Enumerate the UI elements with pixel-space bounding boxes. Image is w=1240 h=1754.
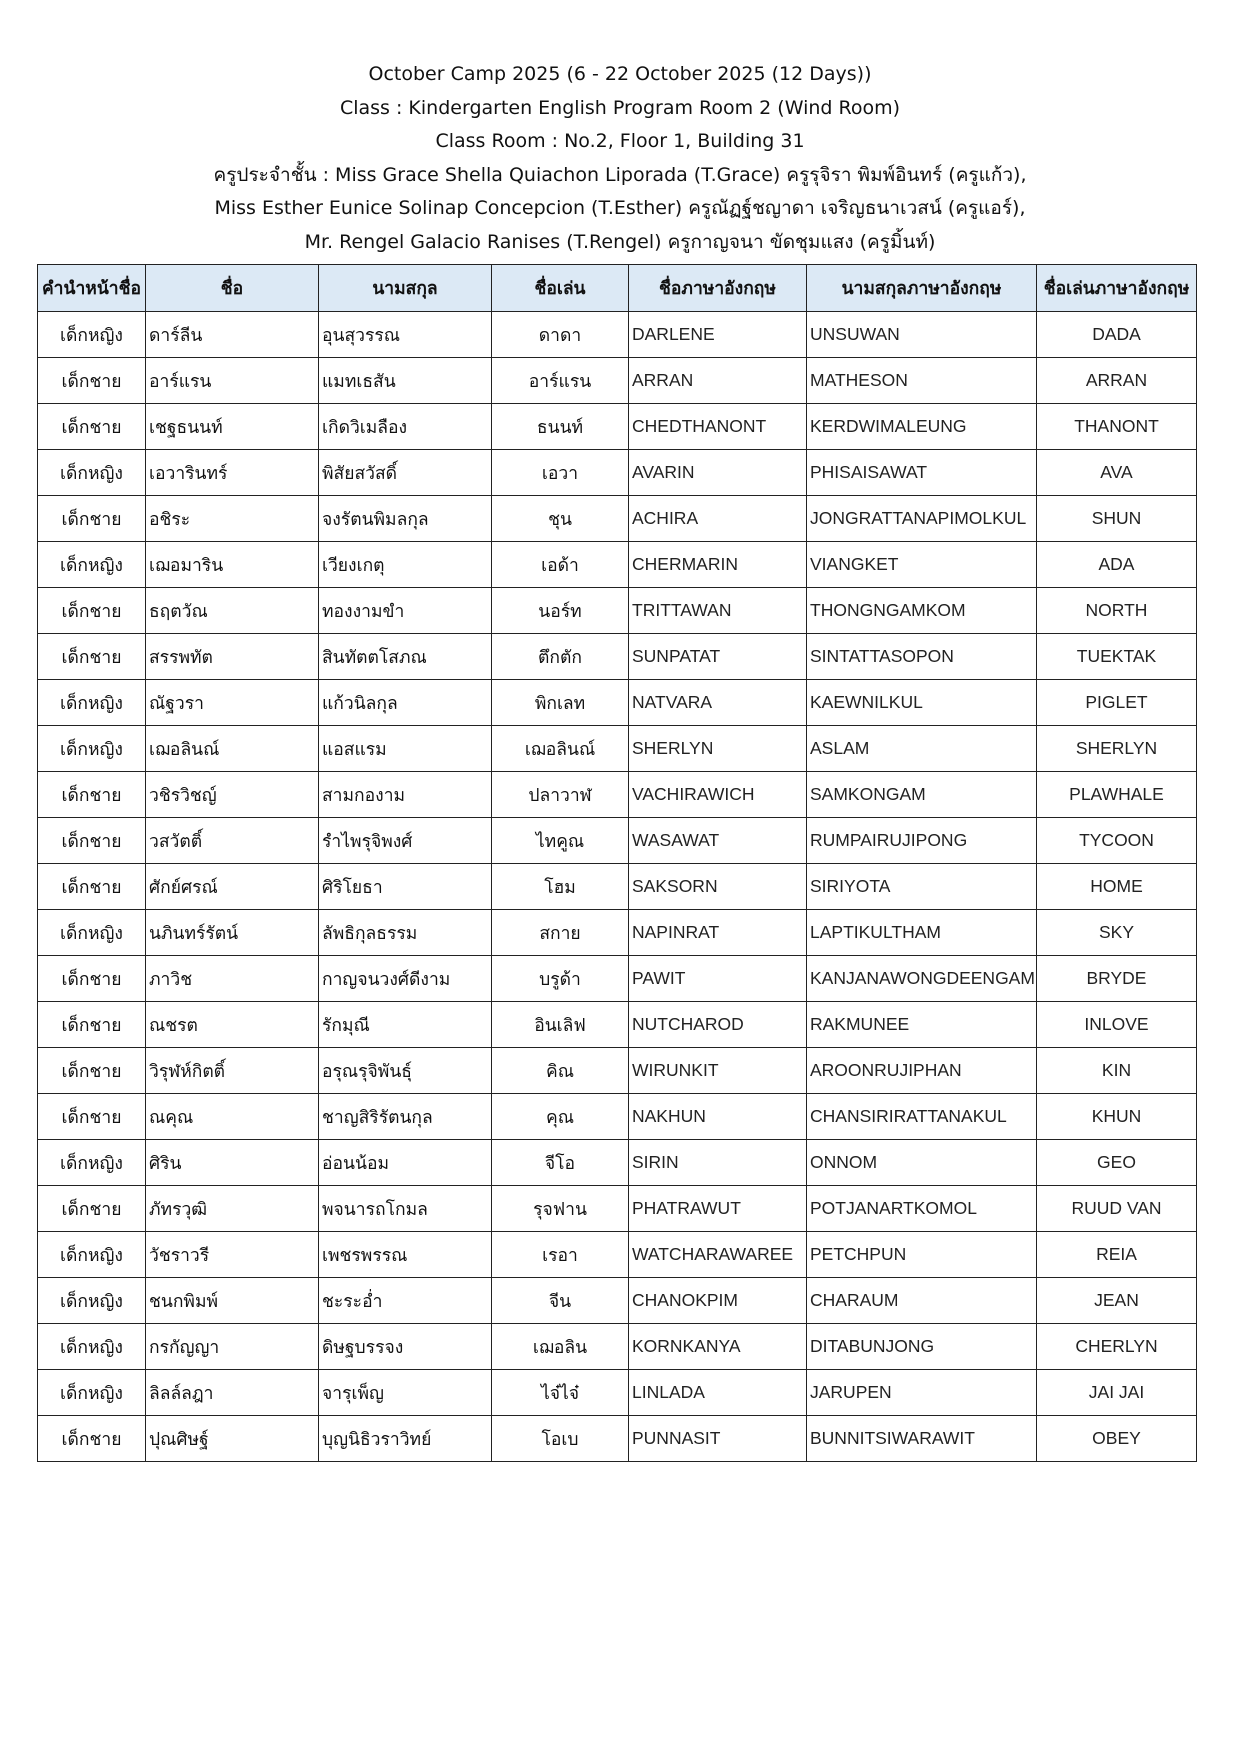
column-header-last-name: นามสกุล (319, 265, 492, 312)
nickname-cell: ชุน (492, 496, 629, 542)
table-row (38, 1048, 1197, 1094)
table-row (38, 542, 1197, 588)
first-name-cell: เชฐธนนท์ (146, 404, 319, 450)
table-row (38, 1416, 1197, 1462)
prefix-cell: เด็กหญิง (38, 726, 146, 772)
english-first-name-cell: ACHIRA (629, 496, 807, 542)
first-name-cell: กรกัญญา (146, 1324, 319, 1370)
last-name-cell: สามกองาม (319, 772, 492, 818)
table-row (38, 312, 1197, 358)
english-last-name-cell: LAPTIKULTHAM (807, 910, 1037, 956)
english-first-name-cell: NUTCHAROD (629, 1002, 807, 1048)
english-nickname-cell: PLAWHALE (1037, 772, 1197, 818)
english-last-name-cell: SINTATTASOPON (807, 634, 1037, 680)
first-name-cell: อชิระ (146, 496, 319, 542)
english-first-name-cell: WATCHARAWAREE (629, 1232, 807, 1278)
nickname-cell: ไทคูณ (492, 818, 629, 864)
column-header-prefix: คำนำหน้าชื่อ (38, 265, 146, 312)
english-nickname-cell: PIGLET (1037, 680, 1197, 726)
english-first-name-cell: KORNKANYA (629, 1324, 807, 1370)
last-name-cell: จารุเพ็ญ (319, 1370, 492, 1416)
english-first-name-cell: LINLADA (629, 1370, 807, 1416)
nickname-cell: เอด้า (492, 542, 629, 588)
student-roster-table (37, 264, 1197, 1462)
english-first-name-cell: VACHIRAWICH (629, 772, 807, 818)
nickname-cell: เอวา (492, 450, 629, 496)
table-row (38, 634, 1197, 680)
english-last-name-cell: AROONRUJIPHAN (807, 1048, 1037, 1094)
english-nickname-cell: BRYDE (1037, 956, 1197, 1002)
nickname-cell: โฮม (492, 864, 629, 910)
last-name-cell: อ่อนน้อม (319, 1140, 492, 1186)
table-row (38, 1278, 1197, 1324)
english-last-name-cell: PHISAISAWAT (807, 450, 1037, 496)
english-first-name-cell: WASAWAT (629, 818, 807, 864)
last-name-cell: แมทเธสัน (319, 358, 492, 404)
column-header-english-first-name: ชื่อภาษาอังกฤษ (629, 265, 807, 312)
prefix-cell: เด็กชาย (38, 1416, 146, 1462)
english-nickname-cell: RUUD VAN (1037, 1186, 1197, 1232)
table-row (38, 404, 1197, 450)
first-name-cell: สรรพทัต (146, 634, 319, 680)
last-name-cell: ลัพธิกุลธรรม (319, 910, 492, 956)
teachers-line-1: ครูประจำชั้น : Miss Grace Shella Quiachon Liporada (T.Grace) ครูรุจิรา พิมพ์อินทร์ (ครูแก้ว), (213, 163, 1027, 186)
english-last-name-cell: KERDWIMALEUNG (807, 404, 1037, 450)
last-name-cell: อรุณรุจิพันธุ์ (319, 1048, 492, 1094)
english-nickname-cell: OBEY (1037, 1416, 1197, 1462)
prefix-cell: เด็กชาย (38, 496, 146, 542)
prefix-cell: เด็กชาย (38, 358, 146, 404)
english-last-name-cell: CHARAUM (807, 1278, 1037, 1324)
first-name-cell: อาร์แรน (146, 358, 319, 404)
first-name-cell: ภัทรวุฒิ (146, 1186, 319, 1232)
english-last-name-cell: CHANSIRIRATTANAKUL (807, 1094, 1037, 1140)
camp-title: October Camp 2025 (6 - 22 October 2025 (12 Days)) (368, 63, 872, 85)
english-first-name-cell: TRITTAWAN (629, 588, 807, 634)
prefix-cell: เด็กหญิง (38, 312, 146, 358)
last-name-cell: ศิริโยธา (319, 864, 492, 910)
english-nickname-cell: INLOVE (1037, 1002, 1197, 1048)
table-row (38, 726, 1197, 772)
nickname-cell: โอเบ (492, 1416, 629, 1462)
table-row (38, 450, 1197, 496)
english-last-name-cell: SIRIYOTA (807, 864, 1037, 910)
last-name-cell: รำไพรุจิพงศ์ (319, 818, 492, 864)
english-last-name-cell: JARUPEN (807, 1370, 1037, 1416)
table-row (38, 1186, 1197, 1232)
english-first-name-cell: DARLENE (629, 312, 807, 358)
last-name-cell: พจนารถโกมล (319, 1186, 492, 1232)
english-first-name-cell: WIRUNKIT (629, 1048, 807, 1094)
table-row (38, 1002, 1197, 1048)
english-nickname-cell: JAI JAI (1037, 1370, 1197, 1416)
nickname-cell: ไจ๋ไจ๋ (492, 1370, 629, 1416)
nickname-cell: รุจฟาน (492, 1186, 629, 1232)
first-name-cell: ชนกพิมพ์ (146, 1278, 319, 1324)
table-row (38, 1370, 1197, 1416)
column-header-first-name: ชื่อ (146, 265, 319, 312)
english-nickname-cell: THANONT (1037, 404, 1197, 450)
last-name-cell: เพชรพรรณ (319, 1232, 492, 1278)
english-last-name-cell: RUMPAIRUJIPONG (807, 818, 1037, 864)
first-name-cell: วิรุฬห์กิตติ์ (146, 1048, 319, 1094)
document-header (0, 58, 1240, 259)
first-name-cell: ปุณศิษฐ์ (146, 1416, 319, 1462)
english-last-name-cell: RAKMUNEE (807, 1002, 1037, 1048)
first-name-cell: ณัฐวรา (146, 680, 319, 726)
prefix-cell: เด็กชาย (38, 956, 146, 1002)
nickname-cell: จีน (492, 1278, 629, 1324)
prefix-cell: เด็กหญิง (38, 680, 146, 726)
last-name-cell: ทองงามขำ (319, 588, 492, 634)
nickname-cell: เรอา (492, 1232, 629, 1278)
table-row (38, 818, 1197, 864)
table-body (38, 312, 1197, 1462)
class-name: Class : Kindergarten English Program Room 2 (Wind Room) (339, 96, 901, 119)
english-first-name-cell: SIRIN (629, 1140, 807, 1186)
last-name-cell: รักมุณี (319, 1002, 492, 1048)
prefix-cell: เด็กชาย (38, 1048, 146, 1094)
english-nickname-cell: KHUN (1037, 1094, 1197, 1140)
first-name-cell: ศิริน (146, 1140, 319, 1186)
last-name-cell: สินทัตตโสภณ (319, 634, 492, 680)
prefix-cell: เด็กหญิง (38, 1278, 146, 1324)
table-row (38, 772, 1197, 818)
nickname-cell: นอร์ท (492, 588, 629, 634)
column-header-nickname: ชื่อเล่น (492, 265, 629, 312)
column-header-english-nickname: ชื่อเล่นภาษาอังกฤษ (1037, 265, 1197, 312)
english-last-name-cell: POTJANARTKOMOL (807, 1186, 1037, 1232)
nickname-cell: จีโอ (492, 1140, 629, 1186)
prefix-cell: เด็กหญิง (38, 542, 146, 588)
nickname-cell: เฌอลิน (492, 1324, 629, 1370)
english-first-name-cell: PHATRAWUT (629, 1186, 807, 1232)
english-first-name-cell: NAKHUN (629, 1094, 807, 1140)
first-name-cell: ลิลล์ลฎา (146, 1370, 319, 1416)
english-first-name-cell: SHERLYN (629, 726, 807, 772)
nickname-cell: ธนนท์ (492, 404, 629, 450)
nickname-cell: ปลาวาฬ (492, 772, 629, 818)
first-name-cell: ธฤตวัณ (146, 588, 319, 634)
english-nickname-cell: CHERLYN (1037, 1324, 1197, 1370)
teachers-line-3: Mr. Rengel Galacio Ranises (T.Rengel) ครูกาญจนา ขัดชุมแสง (ครูมิ้นท์) (304, 230, 936, 253)
last-name-cell: แก้วนิลกุล (319, 680, 492, 726)
english-nickname-cell: AVA (1037, 450, 1197, 496)
prefix-cell: เด็กชาย (38, 772, 146, 818)
nickname-cell: อินเลิฟ (492, 1002, 629, 1048)
english-last-name-cell: MATHESON (807, 358, 1037, 404)
english-last-name-cell: JONGRATTANAPIMOLKUL (807, 496, 1037, 542)
nickname-cell: ดาดา (492, 312, 629, 358)
table-row (38, 1140, 1197, 1186)
first-name-cell: ภาวิช (146, 956, 319, 1002)
english-first-name-cell: SUNPATAT (629, 634, 807, 680)
english-first-name-cell: NAPINRAT (629, 910, 807, 956)
english-nickname-cell: ARRAN (1037, 358, 1197, 404)
last-name-cell: ชาญสิริรัตนกุล (319, 1094, 492, 1140)
english-last-name-cell: DITABUNJONG (807, 1324, 1037, 1370)
english-last-name-cell: KANJANAWONGDEENGAM (807, 956, 1037, 1002)
prefix-cell: เด็กชาย (38, 818, 146, 864)
english-nickname-cell: SKY (1037, 910, 1197, 956)
table-row (38, 910, 1197, 956)
first-name-cell: เฌอลินณ์ (146, 726, 319, 772)
last-name-cell: ชะระอ่ำ (319, 1278, 492, 1324)
english-first-name-cell: AVARIN (629, 450, 807, 496)
last-name-cell: ดิษฐบรรจง (319, 1324, 492, 1370)
last-name-cell: กาญจนวงศ์ดีงาม (319, 956, 492, 1002)
english-first-name-cell: NATVARA (629, 680, 807, 726)
first-name-cell: ดาร์ลีน (146, 312, 319, 358)
english-nickname-cell: DADA (1037, 312, 1197, 358)
prefix-cell: เด็กหญิง (38, 1232, 146, 1278)
first-name-cell: เอวารินทร์ (146, 450, 319, 496)
first-name-cell: วชิรวิชญ์ (146, 772, 319, 818)
table-row (38, 956, 1197, 1002)
english-nickname-cell: GEO (1037, 1140, 1197, 1186)
last-name-cell: พิสัยสวัสดิ์ (319, 450, 492, 496)
prefix-cell: เด็กหญิง (38, 910, 146, 956)
english-last-name-cell: ASLAM (807, 726, 1037, 772)
english-last-name-cell: THONGNGAMKOM (807, 588, 1037, 634)
english-last-name-cell: ONNOM (807, 1140, 1037, 1186)
english-nickname-cell: SHUN (1037, 496, 1197, 542)
last-name-cell: เกิดวิเมลือง (319, 404, 492, 450)
first-name-cell: เฌอมาริน (146, 542, 319, 588)
prefix-cell: เด็กชาย (38, 1002, 146, 1048)
english-first-name-cell: ARRAN (629, 358, 807, 404)
table-row (38, 864, 1197, 910)
english-nickname-cell: REIA (1037, 1232, 1197, 1278)
prefix-cell: เด็กชาย (38, 1186, 146, 1232)
english-last-name-cell: PETCHPUN (807, 1232, 1037, 1278)
english-first-name-cell: CHERMARIN (629, 542, 807, 588)
english-nickname-cell: KIN (1037, 1048, 1197, 1094)
column-header-english-last-name: นามสกุลภาษาอังกฤษ (807, 265, 1037, 312)
table-row (38, 1324, 1197, 1370)
table-row (38, 1094, 1197, 1140)
nickname-cell: เฌอลินณ์ (492, 726, 629, 772)
table-row (38, 680, 1197, 726)
nickname-cell: บรูด้า (492, 956, 629, 1002)
english-nickname-cell: HOME (1037, 864, 1197, 910)
english-last-name-cell: UNSUWAN (807, 312, 1037, 358)
nickname-cell: พิกเลท (492, 680, 629, 726)
english-nickname-cell: ADA (1037, 542, 1197, 588)
nickname-cell: สกาย (492, 910, 629, 956)
teachers-line-2: Miss Esther Eunice Solinap Concepcion (T.Esther) ครูณัฏฐ์ชญาดา เจริญธนาเวสน์ (ครูแอร์), (214, 197, 1026, 219)
table-header-row (38, 265, 1197, 312)
prefix-cell: เด็กหญิง (38, 1370, 146, 1416)
last-name-cell: จงรัตนพิมลกุล (319, 496, 492, 542)
nickname-cell: ตึกตัก (492, 634, 629, 680)
table-row (38, 1232, 1197, 1278)
nickname-cell: อาร์แรน (492, 358, 629, 404)
english-last-name-cell: SAMKONGAM (807, 772, 1037, 818)
last-name-cell: อุนสุวรรณ (319, 312, 492, 358)
english-first-name-cell: CHANOKPIM (629, 1278, 807, 1324)
table-row (38, 496, 1197, 542)
english-last-name-cell: KAEWNILKUL (807, 680, 1037, 726)
prefix-cell: เด็กหญิง (38, 1140, 146, 1186)
prefix-cell: เด็กหญิง (38, 450, 146, 496)
english-nickname-cell: JEAN (1037, 1278, 1197, 1324)
english-first-name-cell: CHEDTHANONT (629, 404, 807, 450)
first-name-cell: ณชรต (146, 1002, 319, 1048)
prefix-cell: เด็กชาย (38, 404, 146, 450)
prefix-cell: เด็กชาย (38, 864, 146, 910)
english-nickname-cell: TUEKTAK (1037, 634, 1197, 680)
english-first-name-cell: PAWIT (629, 956, 807, 1002)
table-row (38, 588, 1197, 634)
english-first-name-cell: PUNNASIT (629, 1416, 807, 1462)
english-nickname-cell: TYCOON (1037, 818, 1197, 864)
prefix-cell: เด็กชาย (38, 1094, 146, 1140)
first-name-cell: ณคุณ (146, 1094, 319, 1140)
english-first-name-cell: SAKSORN (629, 864, 807, 910)
nickname-cell: คุณ (492, 1094, 629, 1140)
last-name-cell: บุญนิธิวราวิทย์ (319, 1416, 492, 1462)
table-row (38, 358, 1197, 404)
prefix-cell: เด็กชาย (38, 634, 146, 680)
last-name-cell: แอสแรม (319, 726, 492, 772)
first-name-cell: วัชราวรี (146, 1232, 319, 1278)
first-name-cell: ศักย์ศรณ์ (146, 864, 319, 910)
class-room: Class Room : No.2, Floor 1, Building 31 (435, 130, 805, 152)
first-name-cell: วสวัตติ์ (146, 818, 319, 864)
prefix-cell: เด็กชาย (38, 588, 146, 634)
first-name-cell: นภินทร์รัตน์ (146, 910, 319, 956)
english-nickname-cell: SHERLYN (1037, 726, 1197, 772)
english-last-name-cell: BUNNITSIWARAWIT (807, 1416, 1037, 1462)
english-last-name-cell: VIANGKET (807, 542, 1037, 588)
nickname-cell: คิณ (492, 1048, 629, 1094)
english-nickname-cell: NORTH (1037, 588, 1197, 634)
prefix-cell: เด็กหญิง (38, 1324, 146, 1370)
last-name-cell: เวียงเกตุ (319, 542, 492, 588)
